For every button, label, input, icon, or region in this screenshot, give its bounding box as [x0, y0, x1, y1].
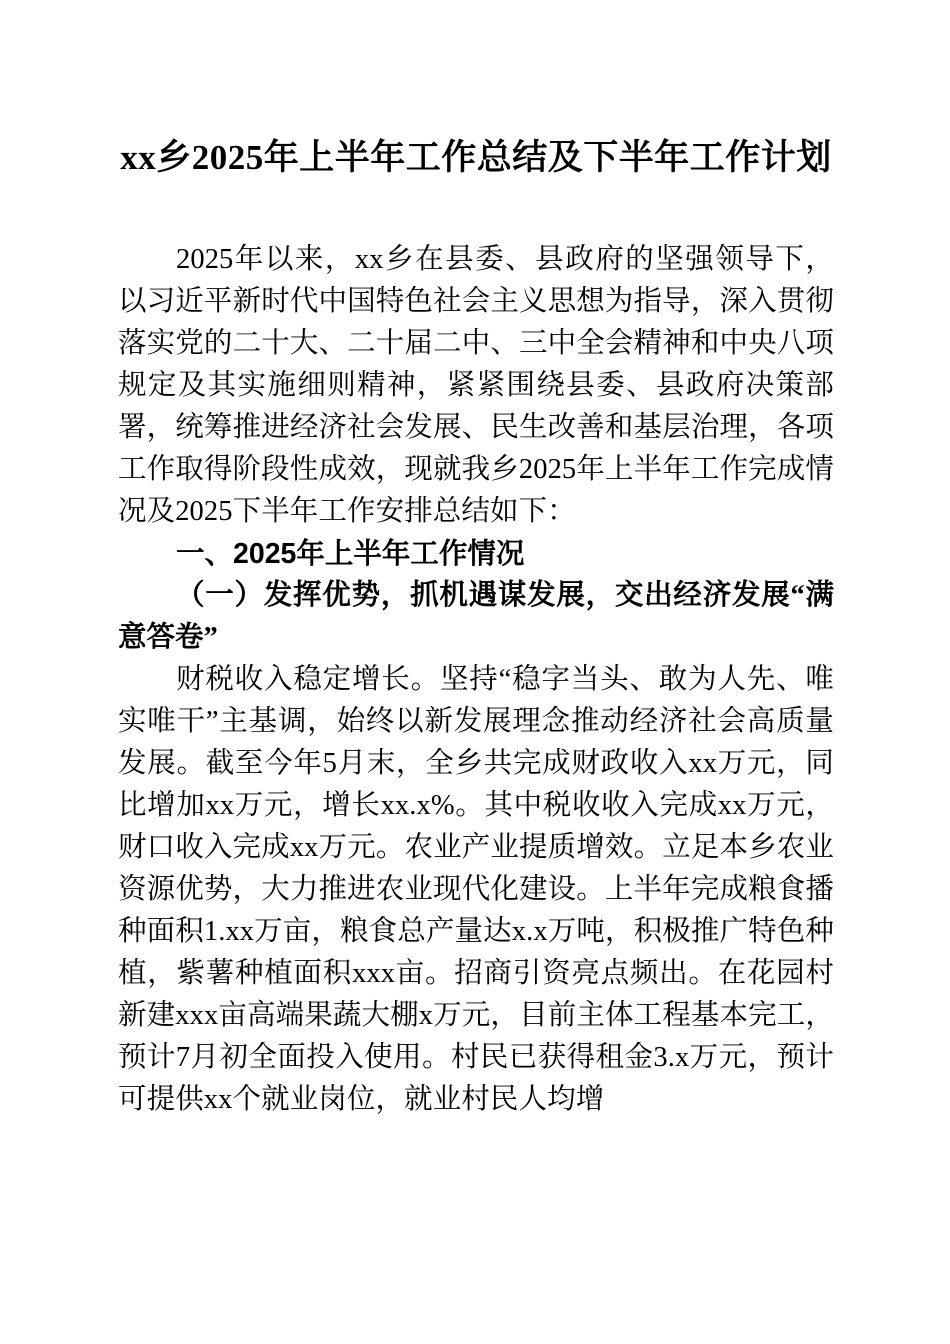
paragraph-intro: 2025年以来，xx乡在县委、县政府的坚强领导下，以习近平新时代中国特色社会主义思想为指导，深入贯彻落实党的二十大、二十届二中、三中全会精神和中央八项规定及其实施细则精神，紧紧围绕县委、县政府决策部署，统筹推进经济社会发展、民生改善和基层治理，各项工作取得阶段性成效，现就我乡2025年上半年工作完成情况及2025下半年工作安排总结如下： — [118, 244, 834, 527]
document-title: xx乡2025年上半年工作总结及下半年工作计划 — [120, 138, 832, 177]
page-text-column — [118, 0, 834, 1121]
heading-section-1: 一、2025年上半年工作情况 — [176, 538, 525, 570]
heading-subsection-1-1: （一）发挥优势，抓机遇谋发展，交出经济发展“满意答卷” — [118, 580, 834, 653]
paragraph-subsection-1-1-body: 财税收入稳定增长。坚持“稳字当头、敢为人先、唯实唯干”主基调，始终以新发展理念推动经济社会高质量发展。截至今年5月末，全乡共完成财政收入xx万元，同比增加xx万元，增长xx.x%。其中税收收入完成xx万元，财口收入完成xx万元。农业产业提质增效。立足本乡农业资源优势，大力推进农业现代化建设。上半年完成粮食播种面积1.xx万亩，粮食总产量达x.x万吨，积极推广特色种植，紫薯种植面积xxx亩。招商引资亮点频出。在花园村新建xxx亩高端果蔬大棚x万元，目前主体工程基本完工，预计7月初全面投入使用。村民已获得租金3.x万元，预计可提供xx个就业岗位，就业村民人均增 — [118, 664, 834, 1115]
